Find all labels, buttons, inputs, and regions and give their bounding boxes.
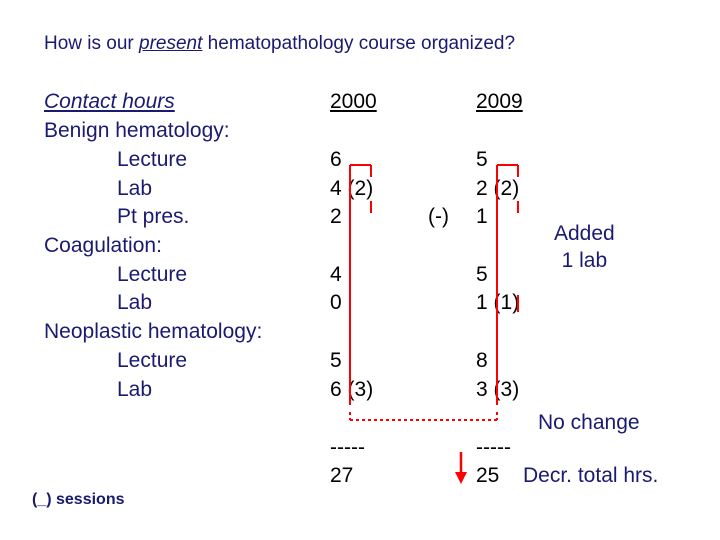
minus-annotation: (-) <box>428 205 449 228</box>
value-2009-benign-lab: 2 (2) <box>476 177 520 200</box>
sessions-2000-benign-lab: (2) <box>347 177 374 200</box>
title-prefix: How is our <box>44 33 140 54</box>
row-label-neo-lab: Lab <box>117 378 153 401</box>
decrease-annotation: Decr. total hrs. <box>523 464 659 487</box>
row-label-coagulation: Coagulation: <box>44 234 162 257</box>
value-2009-benign-ptpres: 1 <box>476 205 488 228</box>
row-label-neoplastic: Neoplastic hematology: <box>44 320 263 343</box>
value-2000-benign-lab: 4 (2) <box>330 177 374 200</box>
sessions-footnote: (_) sessions <box>32 491 125 508</box>
row-label-benign-lab: Lab <box>117 177 153 200</box>
value-2009-coag-lab: 1 (1) <box>476 291 520 314</box>
added-lab-annotation: Added 1 lab <box>554 222 615 272</box>
sessions-2000-neo-lab: (3) <box>347 378 374 401</box>
row-label-coag-lab: Lab <box>117 291 153 314</box>
header-year-2009: 2009 <box>476 90 523 113</box>
dashes-2009: ----- <box>476 436 511 459</box>
header-contact-hours: Contact hours <box>44 90 175 113</box>
total-2009: 25 <box>476 464 500 487</box>
value-2000-coag-lecture: 4 <box>330 263 342 286</box>
value-2009-neo-lecture: 8 <box>476 349 488 372</box>
row-label-benign-lecture: Lecture <box>117 148 188 171</box>
row-label-benign-ptpres: Pt pres. <box>117 205 190 228</box>
value-2009-benign-lecture: 5 <box>476 148 488 171</box>
down-arrow-icon <box>455 452 467 484</box>
row-label-coag-lecture: Lecture <box>117 263 188 286</box>
sessions-2009-benign-lab: (2) <box>493 177 520 200</box>
value-2000-coag-lab: 0 <box>330 291 342 314</box>
value-2000-benign-ptpres: 2 <box>330 205 342 228</box>
value-2009-coag-lecture: 5 <box>476 263 488 286</box>
header-year-2000: 2000 <box>330 90 377 113</box>
value-2009-neo-lab: 3 (3) <box>476 378 520 401</box>
value-2000-neo-lab: 6 (3) <box>330 378 374 401</box>
total-2000: 27 <box>330 464 354 487</box>
no-change-annotation: No change <box>538 411 640 434</box>
value-2000-benign-lecture: 6 <box>330 148 342 171</box>
sessions-2009-neo-lab: (3) <box>493 378 520 401</box>
row-label-benign: Benign hematology: <box>44 119 230 142</box>
dashes-2000: ----- <box>330 436 365 459</box>
title-emphasis: present <box>139 33 203 54</box>
row-label-neo-lecture: Lecture <box>117 349 188 372</box>
sessions-2009-coag-lab: (1) <box>493 291 520 314</box>
value-2000-neo-lecture: 5 <box>330 349 342 372</box>
title-suffix: hematopathology course organized? <box>202 33 516 54</box>
